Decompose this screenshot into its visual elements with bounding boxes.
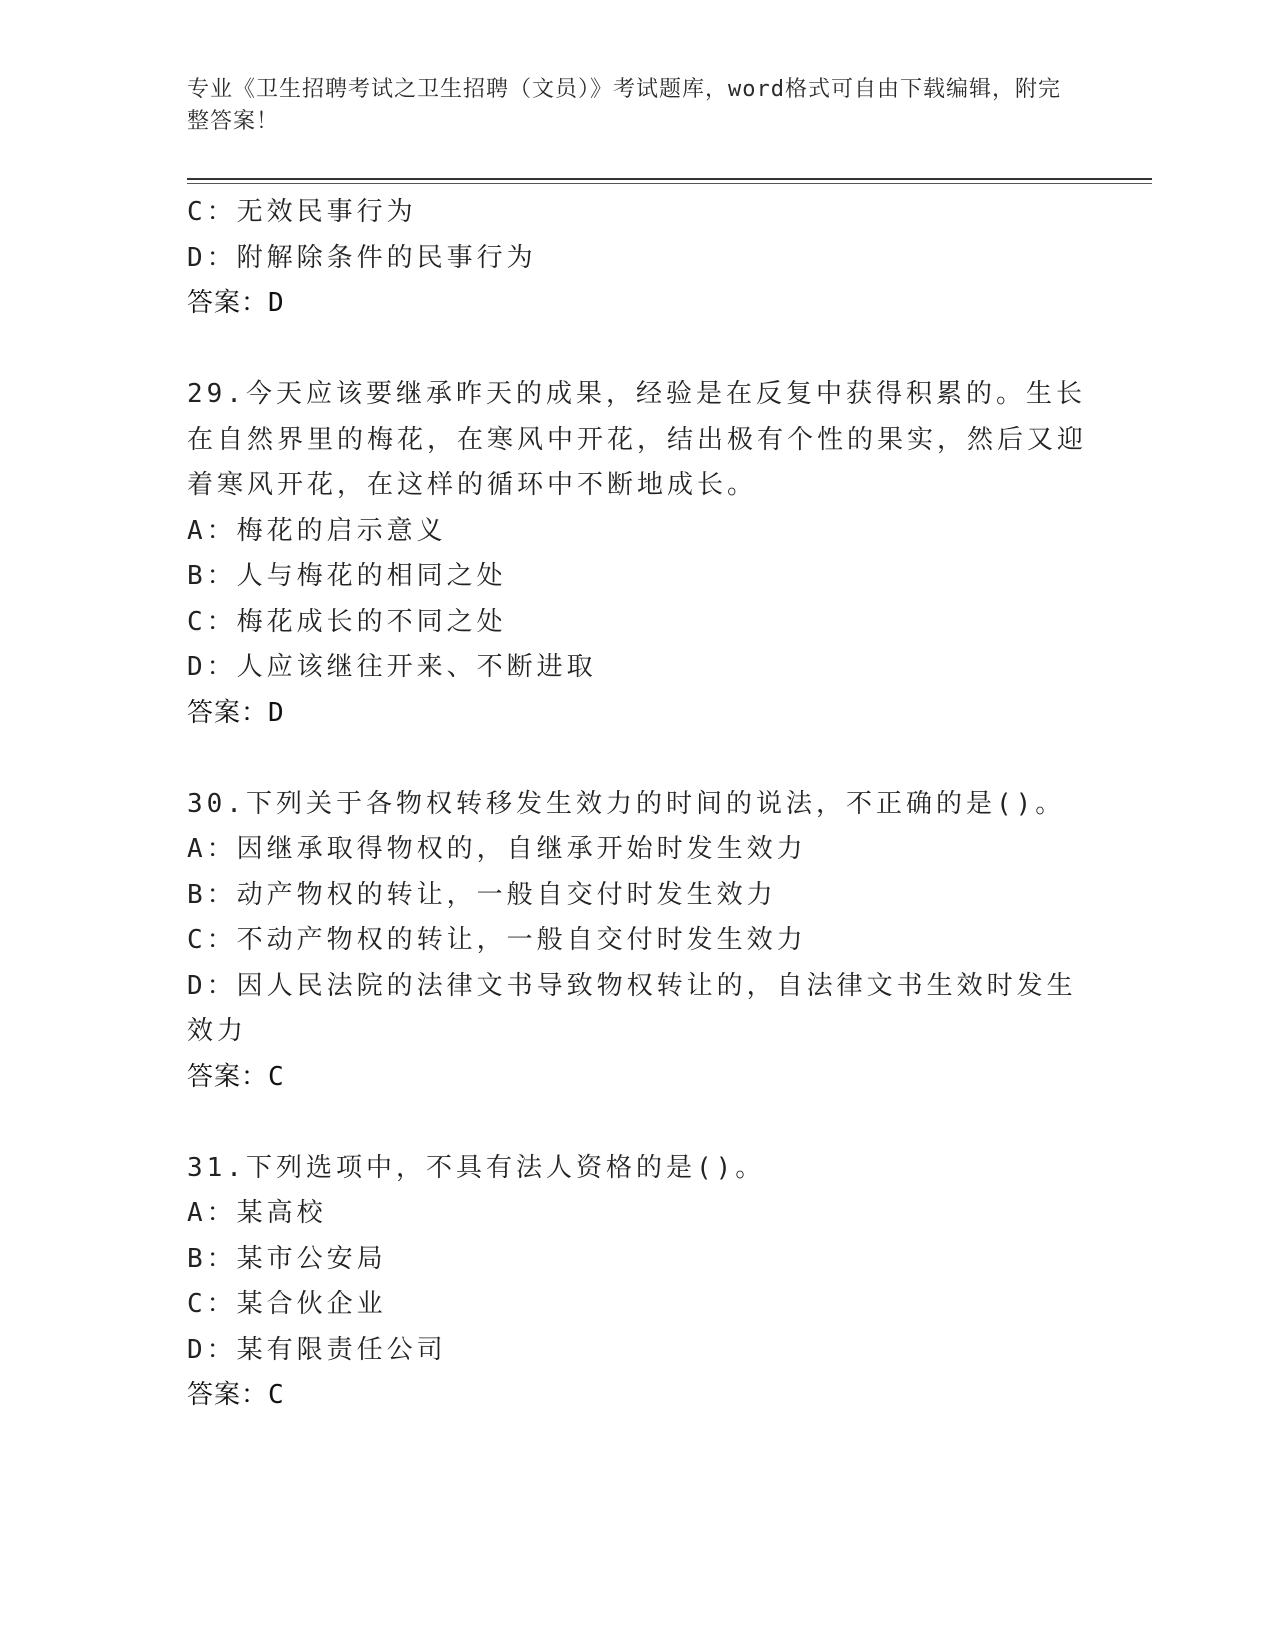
option-a: A：某高校 bbox=[187, 1198, 327, 1228]
option-a: A：梅花的启示意义 bbox=[187, 515, 447, 546]
question-29 bbox=[187, 372, 1087, 736]
question-list bbox=[187, 190, 1087, 1464]
option-b: B：动产物权的转让，一般自交付时发生效力 bbox=[187, 879, 777, 910]
page-header: 专业《卫生招聘考试之卫生招聘（文员）》考试题库，word格式可自由下载编辑，附完整答案！ bbox=[187, 77, 1061, 134]
question-stem: 30.下列关于各物权转移发生效力的时间的说法，不正确的是()。 bbox=[187, 788, 1066, 819]
question-28-tail bbox=[187, 190, 1087, 327]
answer-line: 答案：C bbox=[187, 1061, 285, 1092]
option-d: D：附解除条件的民事行为 bbox=[187, 242, 537, 273]
option-c: C：不动产物权的转让，一般自交付时发生效力 bbox=[187, 925, 807, 955]
option-d: D：因人民法院的法律文书导致物权转让的，自法律文书生效时发生效力 bbox=[187, 970, 1077, 1046]
option-d: D：某有限责任公司 bbox=[187, 1334, 447, 1365]
header-rule-thick bbox=[187, 178, 1152, 180]
option-c: C：梅花成长的不同之处 bbox=[187, 606, 507, 637]
answer-line: 答案：D bbox=[187, 288, 285, 318]
answer-line: 答案：D bbox=[187, 697, 285, 728]
answer-line: 答案：C bbox=[187, 1380, 285, 1410]
option-b: B：某市公安局 bbox=[187, 1243, 387, 1274]
question-stem: 29.今天应该要继承昨天的成果，经验是在反复中获得积累的。生长在自然界里的梅花，在寒风中开花，结出极有个性的果实，然后又迎着寒风开花，在这样的循环中不断地成长。 bbox=[187, 379, 1088, 500]
question-30 bbox=[187, 782, 1087, 1101]
header-rule-thin bbox=[187, 183, 1152, 184]
option-c: C：某合伙企业 bbox=[187, 1289, 387, 1319]
option-a: A：因继承取得物权的，自继承开始时发生效力 bbox=[187, 834, 807, 864]
option-b: B：人与梅花的相同之处 bbox=[187, 561, 507, 591]
question-31 bbox=[187, 1146, 1087, 1419]
question-stem: 31.下列选项中，不具有法人资格的是()。 bbox=[187, 1152, 766, 1183]
option-c: C：无效民事行为 bbox=[187, 197, 417, 227]
option-d: D：人应该继往开来、不断进取 bbox=[187, 652, 597, 682]
